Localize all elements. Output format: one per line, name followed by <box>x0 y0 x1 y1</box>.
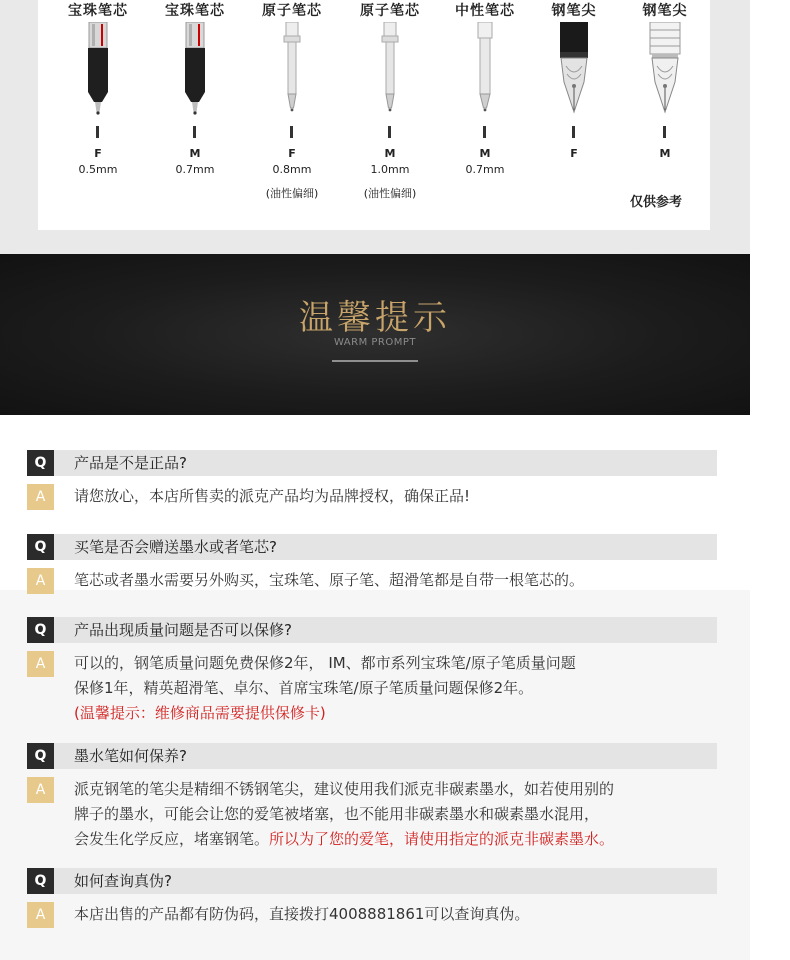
answer-line: 派克钢笔的笔尖是精细不锈钢笔尖，建议使用我们派克非碳素墨水，如若使用别的 <box>74 780 615 798</box>
refill-grade: F <box>570 147 578 160</box>
refill-comparison-section <box>0 0 750 254</box>
refill-grade: M <box>384 147 396 160</box>
question-row <box>27 868 717 894</box>
rollerball-refill-image <box>68 22 128 118</box>
answer-badge: A <box>27 484 54 510</box>
answer-line: 保修1年，精英超滑笔、卓尔、首席宝珠笔/原子笔质量问题保修2年。 <box>74 679 534 697</box>
refill-column <box>440 0 530 200</box>
answer-line-text: 会发生化学反应，堵塞钢笔。 <box>74 830 270 848</box>
question-row <box>27 617 717 643</box>
question-text: 如何查询真伪? <box>74 872 172 890</box>
answer-text <box>74 484 717 509</box>
question-badge: Q <box>27 534 54 560</box>
answer-highlight: 所以为了您的爱笔，请使用指定的派克非碳素墨水。 <box>269 830 615 848</box>
refill-note: (油性偏细) <box>265 187 319 200</box>
refill-grade: F <box>288 147 296 160</box>
warm-prompt-banner <box>0 254 750 415</box>
answer-line: 笔芯或者墨水需要另外购买，宝珠笔、原子笔、超滑笔都是自带一根笔芯的。 <box>74 571 585 589</box>
rollerball-refill-image <box>165 22 225 118</box>
refill-name: 原子笔芯 <box>360 3 420 19</box>
answer-row <box>27 777 717 852</box>
answer-badge: A <box>27 777 54 803</box>
refill-name: 宝珠笔芯 <box>68 3 128 19</box>
refill-column <box>53 0 143 200</box>
refill-size: 0.7mm <box>175 163 215 176</box>
banner-title: 温馨提示 <box>299 298 451 338</box>
refill-name: 中性笔芯 <box>455 3 515 19</box>
question-text: 产品出现质量问题是否可以保修? <box>74 621 292 639</box>
refill-column <box>529 0 619 200</box>
refill-name: 钢笔尖 <box>642 3 688 19</box>
question-badge: Q <box>27 617 54 643</box>
answer-row <box>27 651 717 726</box>
answer-text <box>74 651 717 726</box>
question-row <box>27 534 717 560</box>
grade-tick <box>483 126 486 138</box>
grade-tick <box>572 126 575 138</box>
answer-line: 本店出售的产品都有防伪码，直接拨打4008881861可以查询真伪。 <box>74 905 530 923</box>
ballpoint-refill-image <box>262 22 322 118</box>
refill-size: 0.7mm <box>465 163 505 176</box>
question-badge: Q <box>27 743 54 769</box>
faq-item <box>27 534 717 593</box>
answer-badge: A <box>27 568 54 594</box>
answer-row <box>27 902 717 927</box>
question-row <box>27 743 717 769</box>
refill-name: 原子笔芯 <box>262 3 322 19</box>
faq-item <box>27 868 717 927</box>
refill-name: 钢笔尖 <box>551 3 597 19</box>
faq-item <box>27 450 717 509</box>
refill-grade: F <box>94 147 102 160</box>
question-text: 产品是不是正品? <box>74 454 187 472</box>
question-text: 墨水笔如何保养? <box>74 747 187 765</box>
gel-refill-image <box>455 22 515 118</box>
refill-note: (油性偏细) <box>363 187 417 200</box>
refill-card <box>38 0 710 230</box>
faq-item <box>27 617 717 726</box>
grade-tick <box>96 126 99 138</box>
question-badge: Q <box>27 450 54 476</box>
question-row <box>27 450 717 476</box>
refill-size: 0.8mm <box>272 163 312 176</box>
silver-fountain-nib-image <box>635 22 695 118</box>
banner-subtitle: WARM PROMPT <box>333 337 417 348</box>
banner-divider <box>332 360 418 362</box>
grade-tick <box>290 126 293 138</box>
answer-text <box>74 902 717 927</box>
refill-size: 0.5mm <box>78 163 118 176</box>
refill-column <box>345 0 435 200</box>
black-fountain-nib-image <box>544 22 604 118</box>
answer-text <box>74 568 717 593</box>
question-text: 买笔是否会赠送墨水或者笔芯? <box>74 538 277 556</box>
faq-item <box>27 743 717 852</box>
answer-badge: A <box>27 651 54 677</box>
answer-text <box>74 777 717 852</box>
faq-section <box>0 415 790 960</box>
answer-line: 请您放心，本店所售卖的派克产品均为品牌授权，确保正品! <box>74 487 471 505</box>
question-badge: Q <box>27 868 54 894</box>
answer-warning-note: (温馨提示：维修商品需要提供保修卡) <box>74 704 326 722</box>
answer-line: 可以的，钢笔质量问题免费保修2年， IM、都市系列宝珠笔/原子笔质量问题 <box>74 654 576 672</box>
reference-note: 仅供参考 <box>630 195 683 210</box>
grade-tick <box>193 126 196 138</box>
answer-line: 牌子的墨水，可能会让您的爱笔被堵塞，也不能用非碳素墨水和碳素墨水混用， <box>74 805 600 823</box>
answer-line <box>74 827 717 852</box>
refill-size: 1.0mm <box>370 163 410 176</box>
refill-grade: M <box>189 147 201 160</box>
grade-tick <box>663 126 666 138</box>
grade-tick <box>388 126 391 138</box>
ballpoint-refill-image <box>360 22 420 118</box>
answer-row <box>27 568 717 593</box>
refill-column <box>620 0 710 200</box>
refill-grade: M <box>479 147 491 160</box>
answer-badge: A <box>27 902 54 928</box>
answer-row <box>27 484 717 509</box>
refill-grade: M <box>659 147 671 160</box>
refill-column <box>150 0 240 200</box>
refill-column <box>247 0 337 200</box>
refill-name: 宝珠笔芯 <box>165 3 225 19</box>
